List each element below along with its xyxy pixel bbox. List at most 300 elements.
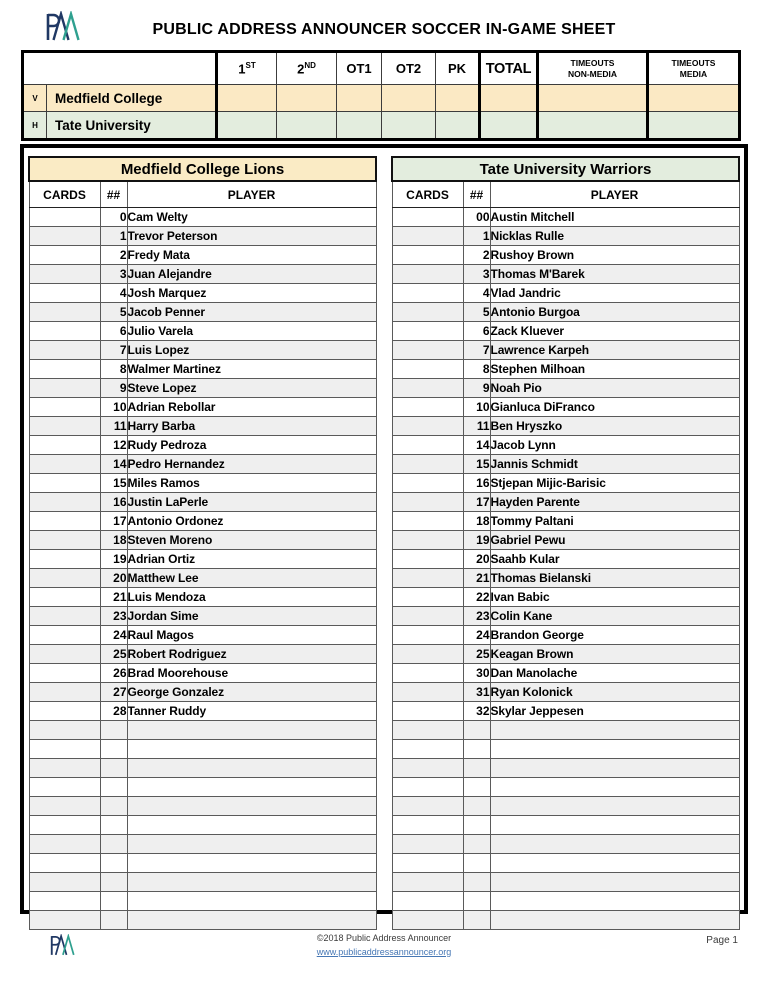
player-name-cell — [127, 835, 376, 854]
empty-player-row — [392, 778, 739, 797]
player-name-cell: Steven Moreno — [127, 531, 376, 550]
player-number-cell: 25 — [100, 645, 127, 664]
score-timeouts-cell — [538, 112, 648, 140]
cards-cell — [29, 284, 100, 303]
cards-cell — [392, 569, 463, 588]
player-row — [392, 512, 739, 531]
player-row — [29, 322, 376, 341]
player-name-cell — [127, 816, 376, 835]
empty-player-row — [29, 816, 376, 835]
player-name-cell: Adrian Rebollar — [127, 398, 376, 417]
player-row — [392, 227, 739, 246]
player-number-cell: 20 — [100, 569, 127, 588]
player-number-cell — [463, 778, 490, 797]
player-name-cell: Noah Pio — [490, 379, 739, 398]
cards-cell — [392, 379, 463, 398]
cards-cell — [29, 360, 100, 379]
roster-title: Tate University Warriors — [392, 157, 739, 181]
cards-cell — [29, 398, 100, 417]
cards-cell — [392, 512, 463, 531]
empty-player-row — [392, 835, 739, 854]
cards-cell — [392, 702, 463, 721]
player-row — [29, 569, 376, 588]
roster-column-header: PLAYER — [490, 181, 739, 208]
player-row — [392, 284, 739, 303]
player-row — [29, 398, 376, 417]
empty-player-row — [29, 892, 376, 911]
player-name-cell: Cam Welty — [127, 208, 376, 227]
score-period-cell — [337, 112, 382, 140]
player-number-cell — [463, 873, 490, 892]
cards-cell — [29, 208, 100, 227]
player-name-cell — [490, 759, 739, 778]
player-number-cell: 21 — [100, 588, 127, 607]
timeouts-label-line1: TIMEOUTS — [671, 58, 716, 69]
roster-column-header: PLAYER — [127, 181, 376, 208]
player-name-cell: Skylar Jeppesen — [490, 702, 739, 721]
player-name-cell: Colin Kane — [490, 607, 739, 626]
player-number-cell: 20 — [463, 550, 490, 569]
player-name-cell: Antonio Ordonez — [127, 512, 376, 531]
cards-cell — [29, 588, 100, 607]
player-number-cell: 14 — [100, 455, 127, 474]
cards-cell — [29, 721, 100, 740]
player-name-cell: Pedro Hernandez — [127, 455, 376, 474]
player-row — [29, 246, 376, 265]
cards-cell — [29, 797, 100, 816]
player-number-cell: 2 — [100, 246, 127, 265]
player-number-cell: 15 — [463, 455, 490, 474]
player-number-cell — [100, 854, 127, 873]
empty-player-row — [29, 835, 376, 854]
player-name-cell: Ben Hryszko — [490, 417, 739, 436]
cards-cell — [392, 493, 463, 512]
score-period-header: 1ST — [217, 52, 277, 85]
score-period-cell — [217, 85, 277, 112]
player-row — [29, 607, 376, 626]
score-period-cell — [436, 85, 480, 112]
player-number-cell: 24 — [100, 626, 127, 645]
player-number-cell: 3 — [463, 265, 490, 284]
cards-cell — [392, 474, 463, 493]
player-row — [29, 436, 376, 455]
player-name-cell: Rushoy Brown — [490, 246, 739, 265]
player-name-cell: Stjepan Mijic-Barisic — [490, 474, 739, 493]
cards-cell — [392, 607, 463, 626]
player-row — [29, 341, 376, 360]
cards-cell — [392, 455, 463, 474]
player-number-cell: 7 — [100, 341, 127, 360]
cards-cell — [392, 436, 463, 455]
cards-cell — [29, 303, 100, 322]
page-header — [0, 0, 768, 50]
player-number-cell: 17 — [463, 493, 490, 512]
cards-cell — [29, 436, 100, 455]
player-number-cell — [463, 892, 490, 911]
player-row — [29, 512, 376, 531]
roster-column-header: ## — [100, 181, 127, 208]
cards-cell — [392, 778, 463, 797]
player-row — [392, 474, 739, 493]
cards-cell — [392, 797, 463, 816]
player-name-cell: Nicklas Rulle — [490, 227, 739, 246]
player-name-cell: Adrian Ortiz — [127, 550, 376, 569]
cards-cell — [392, 835, 463, 854]
roster-column-header-row — [29, 181, 376, 208]
cards-cell — [392, 664, 463, 683]
cards-cell — [29, 759, 100, 778]
player-number-cell: 19 — [100, 550, 127, 569]
empty-player-row — [392, 911, 739, 930]
cards-cell — [392, 417, 463, 436]
player-number-cell: 11 — [463, 417, 490, 436]
player-number-cell: 4 — [463, 284, 490, 303]
score-period-header: OT2 — [382, 52, 436, 85]
player-row — [392, 208, 739, 227]
cards-cell — [392, 265, 463, 284]
cards-cell — [29, 531, 100, 550]
roster-column-header: CARDS — [392, 181, 463, 208]
player-name-cell: Gabriel Pewu — [490, 531, 739, 550]
player-number-cell: 24 — [463, 626, 490, 645]
team-name-cell: Tate University — [47, 112, 217, 140]
roster-title: Medfield College Lions — [29, 157, 376, 181]
score-total-cell — [480, 85, 538, 112]
player-row — [392, 588, 739, 607]
player-row — [29, 664, 376, 683]
cards-cell — [392, 208, 463, 227]
player-row — [392, 360, 739, 379]
score-period-header: PK — [436, 52, 480, 85]
player-number-cell — [100, 797, 127, 816]
player-number-cell — [463, 854, 490, 873]
visitor-roster-table — [28, 156, 377, 930]
player-name-cell: Robert Rodriguez — [127, 645, 376, 664]
player-number-cell — [100, 892, 127, 911]
empty-player-row — [29, 759, 376, 778]
player-number-cell: 12 — [100, 436, 127, 455]
empty-player-row — [392, 740, 739, 759]
cards-cell — [29, 322, 100, 341]
player-number-cell — [100, 816, 127, 835]
cards-cell — [392, 892, 463, 911]
player-row — [29, 417, 376, 436]
score-timeouts-cell — [538, 85, 648, 112]
player-row — [29, 379, 376, 398]
cards-cell — [29, 778, 100, 797]
score-period-cell — [337, 85, 382, 112]
player-number-cell — [100, 873, 127, 892]
cards-cell — [392, 588, 463, 607]
empty-player-row — [392, 873, 739, 892]
player-name-cell: Jordan Sime — [127, 607, 376, 626]
player-row — [392, 664, 739, 683]
cards-cell — [392, 816, 463, 835]
player-name-cell: Raul Magos — [127, 626, 376, 645]
empty-player-row — [29, 911, 376, 930]
score-period-header: OT1 — [337, 52, 382, 85]
empty-player-row — [392, 759, 739, 778]
cards-cell — [29, 873, 100, 892]
player-name-cell: Ivan Babic — [490, 588, 739, 607]
player-name-cell: Luis Mendoza — [127, 588, 376, 607]
player-name-cell — [490, 816, 739, 835]
player-row — [29, 360, 376, 379]
player-name-cell — [127, 721, 376, 740]
player-name-cell: Josh Marquez — [127, 284, 376, 303]
player-name-cell: Tanner Ruddy — [127, 702, 376, 721]
player-number-cell: 0 — [100, 208, 127, 227]
timeouts-label-line2: MEDIA — [679, 68, 708, 79]
player-name-cell: Justin LaPerle — [127, 493, 376, 512]
player-name-cell: Tommy Paltani — [490, 512, 739, 531]
score-period-cell — [217, 112, 277, 140]
player-row — [29, 588, 376, 607]
player-row — [29, 550, 376, 569]
cards-cell — [29, 645, 100, 664]
footer-copyright: ©2018 Public Address Announcer — [316, 933, 452, 943]
score-timeouts-cell — [648, 112, 740, 140]
player-number-cell: 8 — [463, 360, 490, 379]
player-name-cell — [490, 778, 739, 797]
cards-cell — [392, 759, 463, 778]
timeouts-label-line2: NON-MEDIA — [567, 68, 618, 79]
cards-cell — [392, 854, 463, 873]
player-name-cell: Saahb Kular — [490, 550, 739, 569]
player-name-cell: Lawrence Karpeh — [490, 341, 739, 360]
empty-player-row — [29, 797, 376, 816]
cards-cell — [29, 702, 100, 721]
player-name-cell — [490, 835, 739, 854]
player-number-cell — [463, 816, 490, 835]
score-period-cell — [277, 85, 337, 112]
player-row — [392, 379, 739, 398]
cards-cell — [29, 550, 100, 569]
empty-player-row — [29, 778, 376, 797]
score-header-row — [23, 52, 740, 85]
cards-cell — [392, 911, 463, 930]
player-name-cell: Trevor Peterson — [127, 227, 376, 246]
player-name-cell — [127, 778, 376, 797]
player-row — [392, 493, 739, 512]
player-name-cell: Matthew Lee — [127, 569, 376, 588]
player-row — [392, 436, 739, 455]
player-number-cell — [100, 835, 127, 854]
player-number-cell: 23 — [463, 607, 490, 626]
cards-cell — [29, 607, 100, 626]
player-name-cell: Fredy Mata — [127, 246, 376, 265]
cards-cell — [392, 284, 463, 303]
player-name-cell — [127, 892, 376, 911]
player-name-cell — [490, 873, 739, 892]
empty-player-row — [392, 721, 739, 740]
player-number-cell: 6 — [100, 322, 127, 341]
player-number-cell: 22 — [463, 588, 490, 607]
score-period-cell — [277, 112, 337, 140]
player-row — [29, 227, 376, 246]
cards-cell — [392, 227, 463, 246]
roster-column-header: ## — [463, 181, 490, 208]
player-row — [29, 265, 376, 284]
team-name-cell: Medfield College — [47, 85, 217, 112]
page-footer — [0, 932, 768, 978]
player-row — [29, 702, 376, 721]
footer-website-link[interactable]: www.publicaddressannouncer.org — [316, 946, 452, 957]
page-title: PUBLIC ADDRESS ANNOUNCER SOCCER IN-GAME SHEET — [152, 21, 616, 38]
player-number-cell: 16 — [100, 493, 127, 512]
cards-cell — [29, 227, 100, 246]
player-number-cell: 32 — [463, 702, 490, 721]
player-number-cell: 4 — [100, 284, 127, 303]
player-name-cell: Jacob Lynn — [490, 436, 739, 455]
player-name-cell — [127, 854, 376, 873]
cards-cell — [29, 854, 100, 873]
player-row — [29, 303, 376, 322]
player-name-cell: Juan Alejandre — [127, 265, 376, 284]
player-number-cell: 1 — [463, 227, 490, 246]
player-row — [392, 322, 739, 341]
empty-player-row — [392, 816, 739, 835]
cards-cell — [392, 645, 463, 664]
player-number-cell: 3 — [100, 265, 127, 284]
player-number-cell — [463, 911, 490, 930]
player-name-cell — [490, 892, 739, 911]
player-name-cell: George Gonzalez — [127, 683, 376, 702]
score-team-row — [23, 112, 740, 140]
player-name-cell: Walmer Martinez — [127, 360, 376, 379]
player-row — [392, 341, 739, 360]
player-row — [392, 246, 739, 265]
cards-cell — [392, 360, 463, 379]
cards-cell — [29, 740, 100, 759]
player-number-cell: 27 — [100, 683, 127, 702]
player-number-cell: 18 — [463, 512, 490, 531]
score-period-cell — [436, 112, 480, 140]
page-number: Page 1 — [706, 935, 738, 946]
player-row — [392, 702, 739, 721]
player-row — [29, 683, 376, 702]
roster-column-header: CARDS — [29, 181, 100, 208]
player-name-cell: Julio Varela — [127, 322, 376, 341]
score-corner-cell — [23, 52, 217, 85]
score-table — [21, 50, 741, 141]
cards-cell — [392, 873, 463, 892]
player-number-cell: 5 — [100, 303, 127, 322]
player-number-cell: 8 — [100, 360, 127, 379]
player-number-cell: 5 — [463, 303, 490, 322]
player-name-cell: Stephen Milhoan — [490, 360, 739, 379]
timeouts-label-line1: TIMEOUTS — [570, 58, 615, 69]
player-row — [29, 455, 376, 474]
score-timeouts-cell — [648, 85, 740, 112]
player-number-cell — [463, 740, 490, 759]
empty-player-row — [29, 854, 376, 873]
score-total-header: TOTAL — [480, 52, 538, 85]
player-name-cell — [127, 759, 376, 778]
player-name-cell — [490, 740, 739, 759]
cards-cell — [29, 835, 100, 854]
player-row — [29, 474, 376, 493]
player-row — [392, 398, 739, 417]
player-name-cell — [127, 873, 376, 892]
cards-cell — [392, 721, 463, 740]
empty-player-row — [392, 797, 739, 816]
cards-cell — [392, 626, 463, 645]
player-name-cell: Gianluca DiFranco — [490, 398, 739, 417]
roster-title-row — [29, 157, 376, 181]
home-roster-table — [391, 156, 740, 930]
player-row — [29, 208, 376, 227]
cards-cell — [29, 474, 100, 493]
player-number-cell: 1 — [100, 227, 127, 246]
player-name-cell: Brandon George — [490, 626, 739, 645]
player-name-cell: Jacob Penner — [127, 303, 376, 322]
player-name-cell: Austin Mitchell — [490, 208, 739, 227]
cards-cell — [29, 455, 100, 474]
empty-player-row — [29, 740, 376, 759]
player-row — [392, 550, 739, 569]
player-name-cell: Hayden Parente — [490, 493, 739, 512]
empty-player-row — [392, 892, 739, 911]
player-name-cell — [127, 797, 376, 816]
cards-cell — [392, 303, 463, 322]
cards-cell — [392, 341, 463, 360]
player-row — [392, 683, 739, 702]
score-period-header: 2ND — [277, 52, 337, 85]
score-period-cell — [382, 85, 436, 112]
cards-cell — [29, 664, 100, 683]
player-row — [392, 417, 739, 436]
player-name-cell: Vlad Jandric — [490, 284, 739, 303]
player-row — [392, 569, 739, 588]
cards-cell — [29, 892, 100, 911]
player-number-cell: 18 — [100, 531, 127, 550]
player-name-cell: Luis Lopez — [127, 341, 376, 360]
cards-cell — [392, 550, 463, 569]
player-number-cell — [100, 721, 127, 740]
cards-cell — [29, 417, 100, 436]
player-row — [29, 645, 376, 664]
player-name-cell — [127, 740, 376, 759]
team-tag-cell: V — [23, 85, 47, 112]
player-row — [392, 645, 739, 664]
player-number-cell: 26 — [100, 664, 127, 683]
player-name-cell — [127, 911, 376, 930]
player-number-cell: 00 — [463, 208, 490, 227]
player-name-cell: Antonio Burgoa — [490, 303, 739, 322]
player-row — [392, 626, 739, 645]
paa-logo-small-icon — [46, 934, 75, 961]
cards-cell — [29, 379, 100, 398]
player-number-cell: 17 — [100, 512, 127, 531]
player-number-cell: 16 — [463, 474, 490, 493]
player-row — [29, 493, 376, 512]
player-number-cell: 31 — [463, 683, 490, 702]
player-row — [392, 531, 739, 550]
cards-cell — [29, 626, 100, 645]
player-number-cell: 10 — [100, 398, 127, 417]
cards-cell — [392, 322, 463, 341]
player-number-cell — [463, 759, 490, 778]
player-number-cell — [463, 797, 490, 816]
player-number-cell: 21 — [463, 569, 490, 588]
paa-logo-icon — [40, 11, 80, 48]
cards-cell — [392, 398, 463, 417]
player-name-cell: Miles Ramos — [127, 474, 376, 493]
player-name-cell — [490, 721, 739, 740]
player-row — [29, 626, 376, 645]
player-name-cell: Jannis Schmidt — [490, 455, 739, 474]
